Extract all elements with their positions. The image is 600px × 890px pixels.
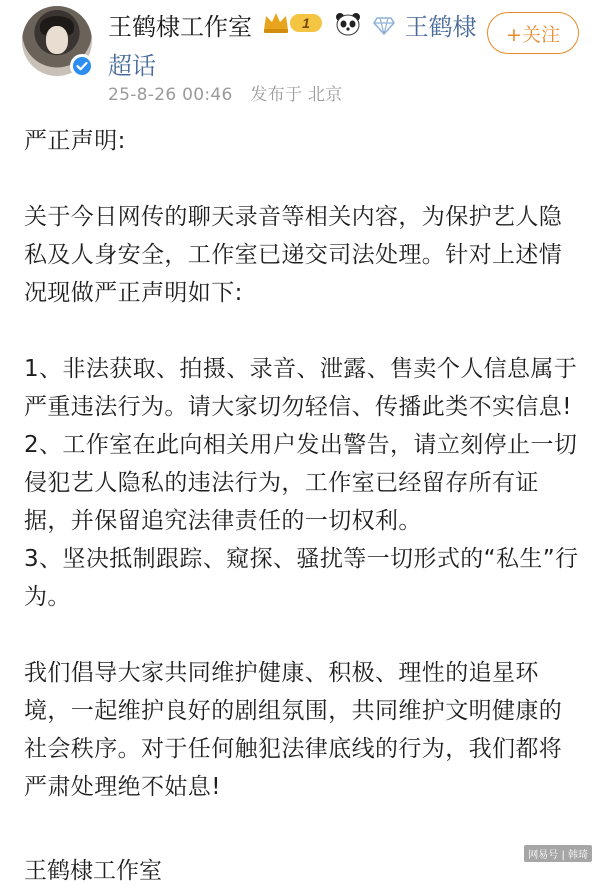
post-timestamp: 25-8-26 00:46 bbox=[108, 85, 233, 105]
avatar-face bbox=[46, 26, 68, 54]
member-level: 1 bbox=[301, 15, 310, 31]
follow-button[interactable]: +关注 bbox=[487, 12, 579, 54]
post-location: 发布于 北京 bbox=[250, 85, 343, 105]
avatar[interactable] bbox=[22, 6, 92, 76]
super-topic-link[interactable]: 王鹤棣超话 bbox=[108, 13, 477, 80]
author-name[interactable]: 王鹤棣工作室 bbox=[108, 13, 252, 41]
post-body bbox=[24, 122, 580, 806]
verified-icon bbox=[70, 54, 94, 78]
panda-icon bbox=[335, 9, 361, 47]
post-heading: 严正声明: bbox=[24, 128, 126, 154]
post-item-3: 3、坚决抵制跟踪、窥探、骚扰等一切形式的“私生”行为。 bbox=[24, 546, 579, 610]
post-item-1: 1、非法获取、拍摄、录音、泄露、售卖个人信息属于严重违法行为。请大家切勿轻信、传播此类不实信息! bbox=[24, 356, 578, 420]
post-item-2: 2、工作室在此向相关用户发出警告，请立刻停止一切侵犯艺人隐私的违法行为，工作室已经留存所有证据，并保留追究法律责任的一切权利。 bbox=[24, 432, 578, 534]
post-intro: 关于今日网传的聊天录音等相关内容，为保护艺人隐私及人身安全，工作室已递交司法处理。针对上述情况现做严正声明如下: bbox=[24, 204, 563, 306]
diamond-icon bbox=[373, 9, 395, 47]
post-signature: 王鹤棣工作室 bbox=[24, 858, 162, 884]
post-meta bbox=[108, 80, 343, 105]
post-closing: 我们倡导大家共同维护健康、积极、理性的追星环境，一起维护良好的剧组氛围，共同维护文明健康的社会秩序。对于任何触犯法律底线的行为，我们都将严肃处理绝不姑息! bbox=[24, 660, 563, 800]
watermark: 网易号 | 韩琦 bbox=[524, 845, 592, 862]
author-row bbox=[108, 8, 478, 85]
crown-member-icon[interactable] bbox=[262, 9, 324, 47]
